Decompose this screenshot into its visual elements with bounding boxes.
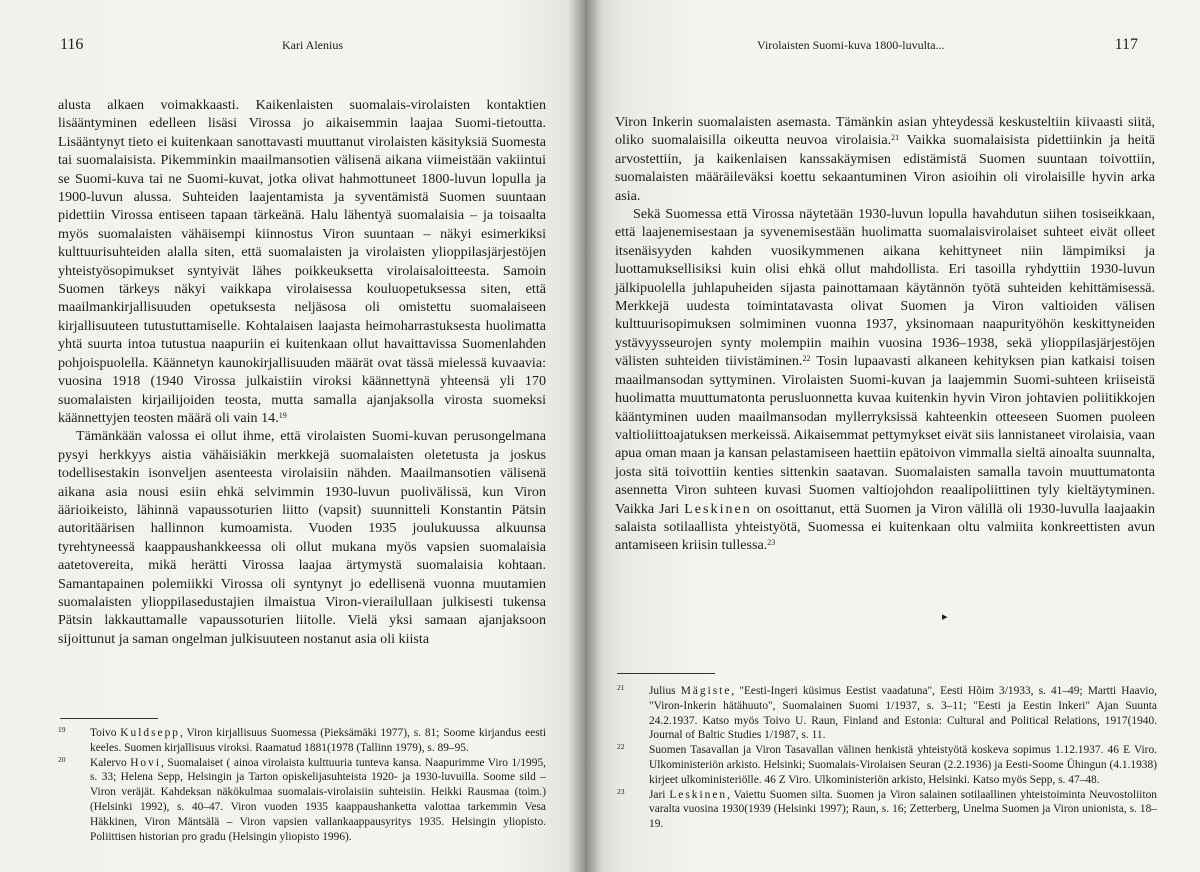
right-paragraph-2: Sekä Suomessa että Virossa näytetään 1930-luvun lopulla havahdutun siihen tosiseikkaan, että laajenemisestaan ja syvenemisestään huolimatta suomalaisvirolaiset suhteet eivät olleet itsenäisyyden kahden vuosikymmenen aikana kehittyneet niin lämpimiksi ja luottamuksellisiksi kuin olisi ehkä ollut mahdollista. Eri tasoilla ryhdyttiin 1930-luvun jälkipuolella juhlapuheiden sijasta painottamaan käytännön työtä suhteiden kehittämisessä. Merkkejä uudesta toimintatavasta olivat Suomen ja Viron valtioiden välisen kulttuurisopimuksen solmiminen vuonna 1937, yksinomaan naapurityöhön keskittyneiden ystävyysseurojen synty molempiin maihin vuosina 1936–1938, sekä ylioppilasjärjestöjen välisten suhteiden tiivistäminen.$^{22}$ Tosin lupaavasti alkaneen kehityksen pian katkaisi toisen maailmansodan syttyminen. Virolaisten Suomi-kuvan ja laajemmin Suomi-suhteen kriiseistä huolimatta muuttumatonta perusluonnetta kuvaa kuitenkin hyvin Viron johtavien poliitikkojen kääntyminen uuden maailmansodan myllerryksissä kahteenkin otteeseen Suomen puoleen valtioliittoajatuksen merkeissä. Aikaisemmat pettymykset eivät siis lannistaneet virolaisia, vaan apua oman maan ja kansan pelastamiseen haettiin epätoivon vimmalla sieltä ainoalta suunnalta, josta sitä toivottiin kenties sittenkin saatavan. Suomalaisten samalla tavoin muuttumatonta asennetta Viron suhteen kuvasi Suomen valtiojohdon reaalipoliittinen tyly kieltäytyminen. Vaikka Jari Leskinen on osoittanut, että Suomen ja Viron välillä oli 1930-luvulla laajaakin salaista sotilaallista yhteistyötä, Suomessa ei kuitenkaan oltu valmiita konkreettisten avun antamiseen kriisin tullessa.$^{23}$ <box>615 206 1156 554</box>
footnote-20: 20 Kalervo Hovi, Suomalaiset ( ainoa virolaista kulttuuria tunteva kansa. Naapurimme Viro 1/1995, s. 33; Helena Sepp, Helsingin ja Tarton opiskelijasuhteista 1920- ja 1930-luvuilla. Soome sild – Viron veräjät. Kahdeksan näkökulmaa suomalais-virolaisiin suhteisiin. Heikki Rausmaa (toim.) (Helsinki 1992), s. 40–47. Viron vuoden 1935 kaappaushanketta valottaa tarkemmin Vesa Häkkinen, Viron Mäntsälä – Viron vapsien vallankaappausyritys 1935. Helsingin yliopisto. Poliittisen historian pro gradu (Helsingin yliopisto 1996). <box>58 754 546 843</box>
footnote-ref-19: 19 <box>278 410 287 420</box>
left-paragraph-2: Tämänkään valossa ei ollut ihme, että virolaisten Suomi-kuvan perusongelmana pysyi herkkyys aistia vähäisiäkin merkkejä suomalaisten oletetusta ja joskus todellisestakin isonveljen asenteesta virolaisiin nähden. Maailmansotien välisenä aikana asia nousi esiin ehkä selvimmin 1930-luvun puolivälissä, kun Viron äärioikeisto, lähinnä vapaussoturien liitto (vapsit) suunnitteli Konstantin Pätsin autoritäärisen hallinnon kumoamista. Vuoden 1935 joulukuussa alkuunsa tyrehtyneessä kaappaushankkeessa oli ollut mukana myös vapsien suomalaisia aatetovereita, mikä herätti Virossa laajaa ärtymystä suomalaisia kohtaan. Samantapainen polemiikki Virossa oli syntynyt jo edellisenä vuonna muutamien suomalaisten ylioppilasedustajien ilmaistua Viron-vierailullaan julkisesti tukensa Pätsin lakkauttamalle vapaussoturien liitolle. Vielä yksi samaan ajanjaksoon sijoittunut ja saman ongelman julkisuuteen nostanut asia oli kiista <box>58 428 546 647</box>
footnote-23: 23 Jari Leskinen, Vaiettu Suomen silta. Suomen ja Viron salainen sotilaallinen yhteistoiminta Neuvostoliiton varalta vuosina 1930(1939 (Helsinki 1997); Raun, s. 16; Zetterberg, Unelma Suomen ja Viron unionista, s. 18–19. <box>617 786 1158 831</box>
left-body-text <box>58 96 546 648</box>
footnote-22: 22 Suomen Tasavallan ja Viron Tasavallan välinen henkistä yhteistyötä koskeva sopimus 1.12.1937. 46 E Viro. Ulkoministeriön arkisto. Helsinki; Suomalais-Virolaisen Seuran (2.2.1936) ja Eesti-Soome Ühingun (4.1.1938) kirjeet ulkoministeriölle. 46 Z Viro. Ulkoministeriön arkisto, Helsinki. Katso myös Sepp, s. 47–48. <box>617 742 1157 786</box>
right-footnotes <box>617 684 1157 832</box>
left-page <box>0 0 585 872</box>
right-page <box>585 0 1200 872</box>
footnote-ref-23: 23 <box>767 538 776 548</box>
book-gutter <box>568 0 602 872</box>
footnote-ref-22: 22 <box>802 354 811 364</box>
right-body-text <box>615 113 1155 555</box>
footnote-21: 21 Julius Mägiste, "Eesti-Ingeri küsimus Eestist vaadatuna", Eesti Hõim 3/1933, s. 41–49; Martti Haavio, "Viron-Inkerin hätähuuto", Suomalainen Suomi 1/1937, s. 3–11; "Eesti ja Eestin Inkeri" Ajan Suunta 24.2.1937. Katso myös Toivo U. Raun, Finland and Estonia: Cultural and Political Relations, 1917(1940. Journal of Baltic Studies 1/1987, s. 11. <box>617 683 1158 742</box>
left-footnotes <box>58 726 546 844</box>
footnote-ref-21: 21 <box>891 133 900 143</box>
footnote-rule-right <box>617 673 715 674</box>
footnote-19: 19 Toivo Kuldsepp, Viron kirjallisuus Suomessa (Pieksämäki 1977), s. 81; Soome kirjandus eesti keeles. Suomen kirjallisuus viroksi. Raamatud 1881(1978 (Tallinn 1979), s. 89–95. <box>58 725 546 754</box>
running-head-right: Virolaisten Suomi-kuva 1800-luvulta... <box>757 38 945 52</box>
footnote-rule-left <box>60 718 158 719</box>
left-paragraph-1: alusta alkaen voimakkaasti. Kaikenlaisten suomalais-virolaisten kontaktien lisääntyminen edelleen lisäsi Virossa jo aikaisemmin laajaa Suomi-tietoutta. Lisääntynyt tieto ei kuitenkaan sanottavasti muuttanut virolaisten käsityksiä Suomesta tai suomalaisista. Pikemminkin maailmansotien välisenä aikana viimeistään vakiintui se Suomi-kuva tai ne Suomi-kuvat, jotka olivat hahmottuneet 1800-luvun lopulla ja 1900-luvun alussa. Suhteiden laajentamista ja syventämistä Suomen suuntaan pidettiin Virossa entiseen tapaan tärkeänä. Halu lähentyä suomalaisia – ja toisaalta myös suomalaisten vähäisempi kiinnostus Viron suuntaan – näkyi esimerkiksi kulttuurisuhteiden alalla siten, että suomalaisten ja virolaisten ylioppilasjärjestöjen yhteistyösopimukset syntyivät lähes poikkeuksetta virolaisaloitteesta. Samoin Suomen tärkeys näkyi vaikkapa virolaisessa kouluopetuksessa siten, että maailmankirjallisuuden opetuksesta neljäsosa oli omistettu suomalaiseen kirjallisuuteen tutustuttamiselle. Kohtalaisen laajasta heimoharrastuksesta huolimatta yhtä suurta intoa tutustua naapuriin ei kuitenkaan ollut havaittavissa Suomenlahden pohjoispuolella. Käännetyn kaunokirjallisuuden määrät ovat tässä mielessä kuvaavia: vuosina 1918 (1940 Virossa julkaistiin viroksi käännettynä yhteensä yli 170 suomalaisten kirjailijoiden teosta, mutta samalla ajanjaksolla virosta suomeksi käännettyjen teosten määrä oli vain 14.19 <box>58 97 546 426</box>
running-head-left: Kari Alenius <box>282 38 343 52</box>
stray-mark: ▸ <box>942 611 948 623</box>
page-number-left: 116 <box>60 36 84 53</box>
page-number-right: 117 <box>1114 36 1138 53</box>
right-paragraph-1: Viron Inkerin suomalaisten asemasta. Tämänkin asian yhteydessä keskusteltiin kiivaasti siitä, oliko suomalaisilla oikeutta neuvoa virolaisia.$^{21}$ Vaikka suomalaisista pidettiinkin ja heitä arvostettiin, ja kaikenlaisen kanssakäymisen edistämistä Suomen suuntaan toivottiin, suomalaisten määräileväksi koettu sekaantuminen Viron asioihin oli virolaisille hyvin arka asia. <box>615 114 1155 204</box>
